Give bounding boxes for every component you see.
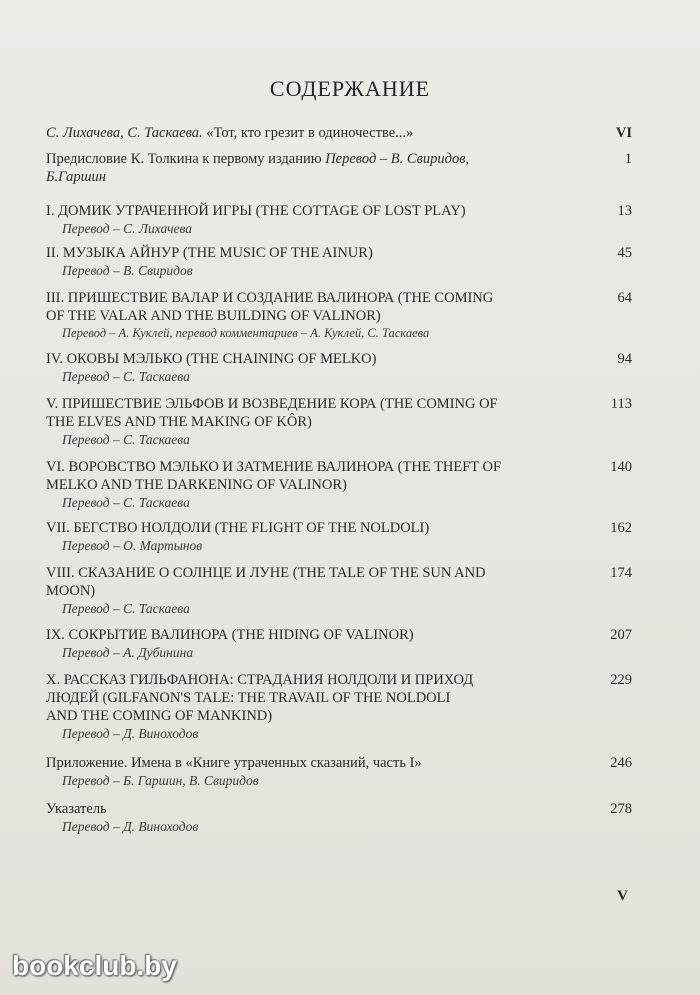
entry-title: Указатель — [46, 801, 107, 817]
entry-translator: Перевод – С. Таскаева — [62, 432, 190, 447]
entry-title-cont: OF THE VALAR AND THE BUILDING OF VALINOR) — [46, 308, 381, 324]
toc-entry — [46, 202, 632, 237]
entry-translator: Перевод – С. Таскаева — [62, 369, 190, 384]
toc-entry — [46, 671, 632, 742]
entry-page: 94 — [617, 351, 632, 367]
entry-page: 13 — [617, 203, 632, 219]
entry-page: 207 — [610, 627, 632, 643]
entry-page: 140 — [610, 459, 632, 475]
entry-translator: Перевод – С. Лихачева — [62, 221, 193, 236]
entry-title: II. МУЗЫКА АЙНУР (THE MUSIC OF THE AINUR) — [46, 245, 373, 261]
entry-page: 113 — [610, 396, 632, 412]
entry-page: 162 — [610, 520, 632, 536]
entry-page: 229 — [610, 672, 632, 688]
entry-translator: Перевод – О. Мартынов — [62, 538, 203, 553]
entry-translator: Перевод – А. Дубинина — [62, 645, 194, 660]
toc-entry — [46, 626, 632, 661]
entry-title-cont: ЛЮДЕЙ (GILFANON'S TALE: THE TRAVAIL OF THE NOLDOLI — [46, 690, 451, 706]
entry-page: 1 — [624, 151, 632, 167]
entry-page: 246 — [610, 755, 632, 771]
toc-entry — [46, 350, 632, 385]
toc-entry — [46, 124, 632, 142]
toc-entry — [46, 800, 632, 835]
entry-page: 174 — [610, 565, 632, 581]
entry-title: «Тот, кто грезит в одиночестве...» — [202, 125, 414, 141]
entry-title-cont: MELKO AND THE DARKENING OF VALINOR) — [46, 477, 347, 493]
toc-entry — [46, 289, 632, 342]
entry-translator: Перевод – Б. Гаршин, В. Свиридов — [62, 773, 259, 788]
entry-translator: Перевод – В. Свиридов, — [325, 151, 470, 167]
toc-entry — [46, 458, 632, 511]
entry-title-cont: AND THE COMING OF MANKIND) — [46, 708, 273, 724]
entry-title: VI. ВОРОВСТВО МЭЛЬКО И ЗАТМЕНИЕ ВАЛИНОРА (THE THEFT OF — [46, 459, 502, 475]
entry-title-cont: MOON) — [46, 583, 96, 599]
entry-translator: Перевод – С. Таскаева — [62, 495, 190, 510]
entry-title: VIII. СКАЗАНИЕ О СОЛНЦЕ И ЛУНЕ (THE TALE OF THE SUN AND — [46, 565, 486, 581]
entry-page: 64 — [617, 290, 632, 306]
entry-title: Приложение. Имена в «Книге утраченных сказаний, часть I» — [46, 755, 422, 771]
entry-title: VII. БЕГСТВО НОЛДОЛИ (THE FLIGHT OF THE NOLDOLI) — [46, 520, 430, 536]
entry-page: VI — [615, 125, 632, 141]
entry-title: Предисловие К. Толкина к первому изданию — [46, 151, 326, 167]
entry-page: 278 — [610, 801, 632, 817]
toc-entry — [46, 150, 632, 186]
toc-entry — [46, 244, 632, 279]
entry-title: I. ДОМИК УТРАЧЕННОЙ ИГРЫ (THE COTTAGE OF LOST PLAY) — [46, 203, 466, 219]
entry-title-cont: THE ELVES AND THE MAKING OF KÔR) — [46, 414, 312, 430]
entry-translator: Перевод – С. Таскаева — [62, 601, 190, 616]
entry-title: X. РАССКАЗ ГИЛЬФАНОНА: СТРАДАНИЯ НОЛДОЛИ И ПРИХОД — [46, 672, 474, 688]
entry-title: V. ПРИШЕСТВИЕ ЭЛЬФОВ И ВОЗВЕДЕНИЕ КОРА (THE COMING OF — [46, 396, 498, 412]
entry-translator: Перевод – В. Свиридов — [62, 263, 193, 278]
entry-title: IX. СОКРЫТИЕ ВАЛИНОРА (THE HIDING OF VALINOR) — [46, 627, 414, 643]
entry-translator: Перевод – Д. Виноходов — [62, 819, 199, 834]
entry-page: 45 — [617, 245, 632, 261]
toc-entry — [46, 564, 632, 617]
entry-translator: Перевод – А. Куклей, перевод комментариев – А. Куклей, С. Таскаева — [62, 326, 430, 340]
toc-entry — [46, 395, 632, 448]
entry-title: IV. ОКОВЫ МЭЛЬКО (THE CHAINING OF MELKO) — [46, 351, 377, 367]
entry-translator-cont: Б.Гаршин — [46, 169, 106, 185]
page-title: СОДЕРЖАНИЕ — [269, 76, 431, 101]
toc-entry — [46, 519, 632, 554]
page-number: V — [617, 888, 628, 904]
toc-entry — [46, 754, 632, 789]
watermark: bookclub.by — [12, 950, 177, 981]
entry-title: III. ПРИШЕСТВИЕ ВАЛАР И СОЗДАНИЕ ВАЛИНОРА (THE COMING — [46, 290, 494, 306]
entry-translator: Перевод – Д. Виноходов — [62, 726, 199, 741]
entry-authors: С. Лихачева, С. Таскаева. — [46, 125, 203, 141]
